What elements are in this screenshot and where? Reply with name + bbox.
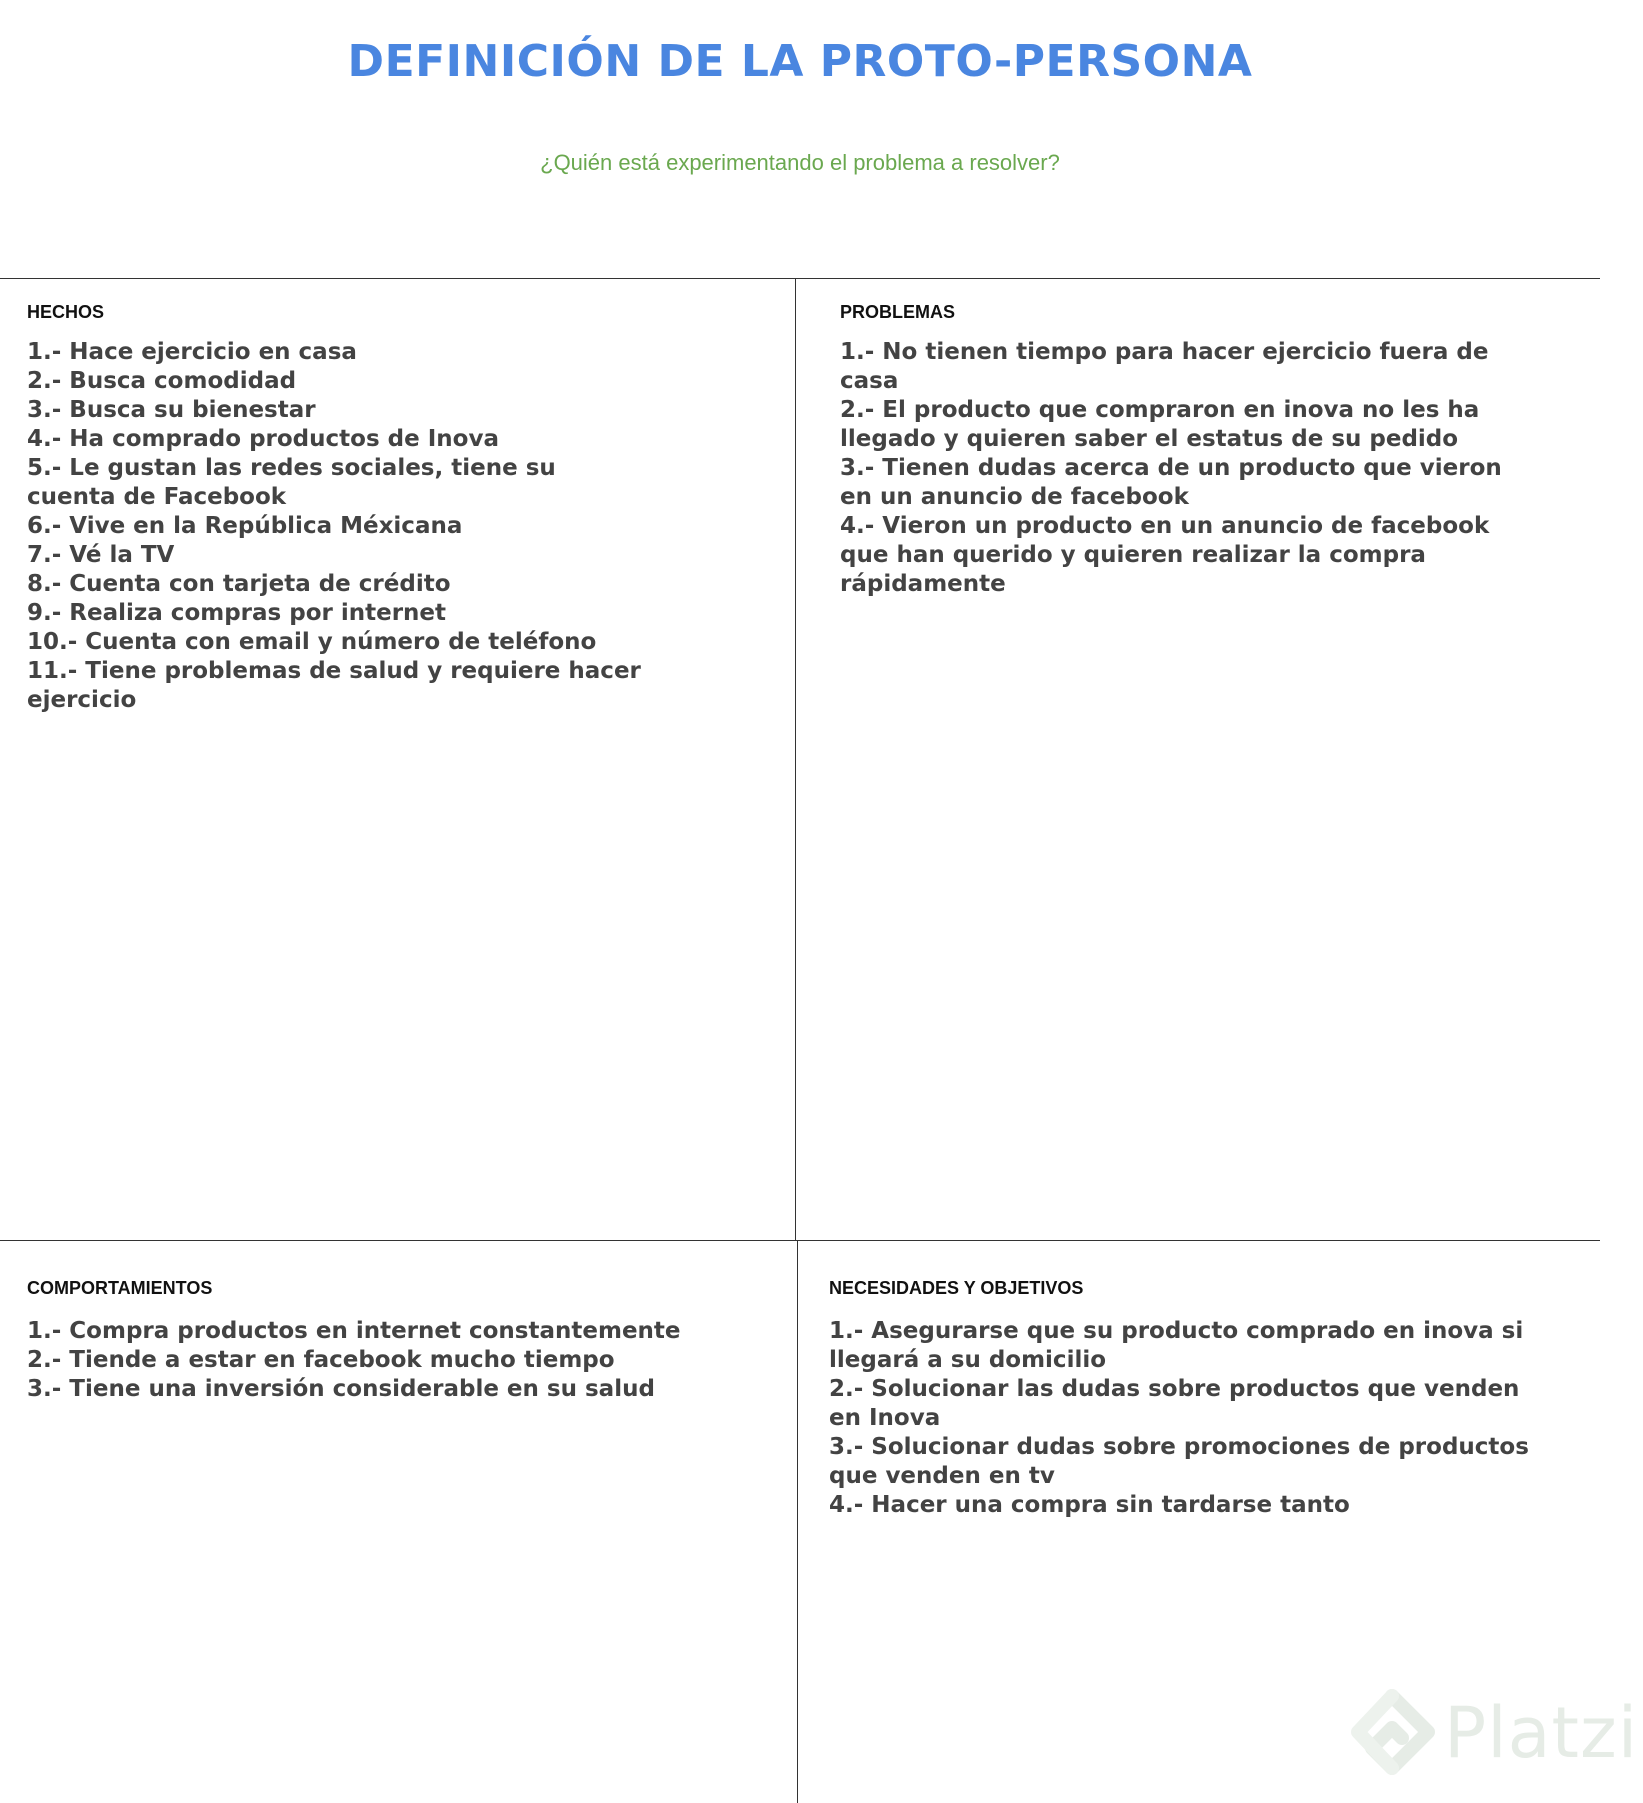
list-item: 2.- El producto que compraron en inova no les ha llegado y quieren saber el estatus de su pedido — [840, 397, 1480, 452]
page-title: DEFINICIÓN DE LA PROTO-PERSONA — [347, 36, 1253, 87]
quadrant-heading: NECESIDADES Y OBJETIVOS — [829, 1278, 1084, 1298]
quadrant-heading: COMPORTAMIENTOS — [27, 1278, 213, 1298]
list-item: 7.- Vé la TV — [27, 542, 175, 568]
necesidades-list — [829, 1317, 1554, 1520]
list-item: 9.- Realiza compras por internet — [27, 600, 447, 626]
quadrant-heading: HECHOS — [27, 302, 105, 322]
list-item: 3.- Tiene una inversión considerable en su salud — [27, 1376, 655, 1402]
comportamientos-list — [27, 1317, 707, 1404]
list-item: 3.- Solucionar dudas sobre promociones de productos que venden en tv — [829, 1434, 1529, 1489]
quadrant-heading: PROBLEMAS — [840, 302, 956, 322]
list-item: 4.- Hacer una compra sin tardarse tanto — [829, 1492, 1350, 1518]
center-divider-lower — [797, 1240, 798, 1803]
list-item: 1.- Compra productos en internet constantemente — [27, 1318, 681, 1344]
list-item: 4.- Ha comprado productos de Inova — [27, 426, 499, 452]
list-item: 1.- No tienen tiempo para hacer ejercicio fuera de casa — [840, 339, 1489, 394]
list-item: 8.- Cuenta con tarjeta de crédito — [27, 571, 451, 597]
top-divider — [0, 278, 1600, 279]
list-item: 10.- Cuenta con email y número de teléfono — [27, 629, 597, 655]
list-item: 11.- Tiene problemas de salud y requiere hacer ejercicio — [27, 658, 641, 713]
list-item: 1.- Asegurarse que su producto comprado en inova si llegará a su domicilio — [829, 1318, 1524, 1373]
watermark-text: Platzi — [1444, 1692, 1639, 1774]
list-item: 2.- Busca comodidad — [27, 368, 297, 394]
list-item: 3.- Tienen dudas acerca de un producto que vieron en un anuncio de facebook — [840, 455, 1502, 510]
list-item: 2.- Tiende a estar en facebook mucho tiempo — [27, 1347, 615, 1373]
platzi-logo-icon — [1350, 1688, 1440, 1788]
problemas-list — [840, 338, 1520, 599]
list-item: 2.- Solucionar las dudas sobre productos que venden en Inova — [829, 1376, 1520, 1431]
list-item: 3.- Busca su bienestar — [27, 397, 316, 423]
list-item: 4.- Vieron un producto en un anuncio de facebook que han querido y quieren realizar la compra rápidamente — [840, 513, 1490, 597]
platzi-watermark — [1350, 1688, 1639, 1788]
list-item: 1.- Hace ejercicio en casa — [27, 339, 357, 365]
hechos-list — [27, 338, 642, 715]
middle-divider — [0, 1240, 1600, 1241]
list-item: 6.- Vive en la República Méxicana — [27, 513, 463, 539]
center-divider-upper — [795, 278, 796, 1241]
list-item: 5.- Le gustan las redes sociales, tiene su cuenta de Facebook — [27, 455, 556, 510]
page-subtitle: ¿Quién está experimentando el problema a resolver? — [540, 150, 1060, 175]
